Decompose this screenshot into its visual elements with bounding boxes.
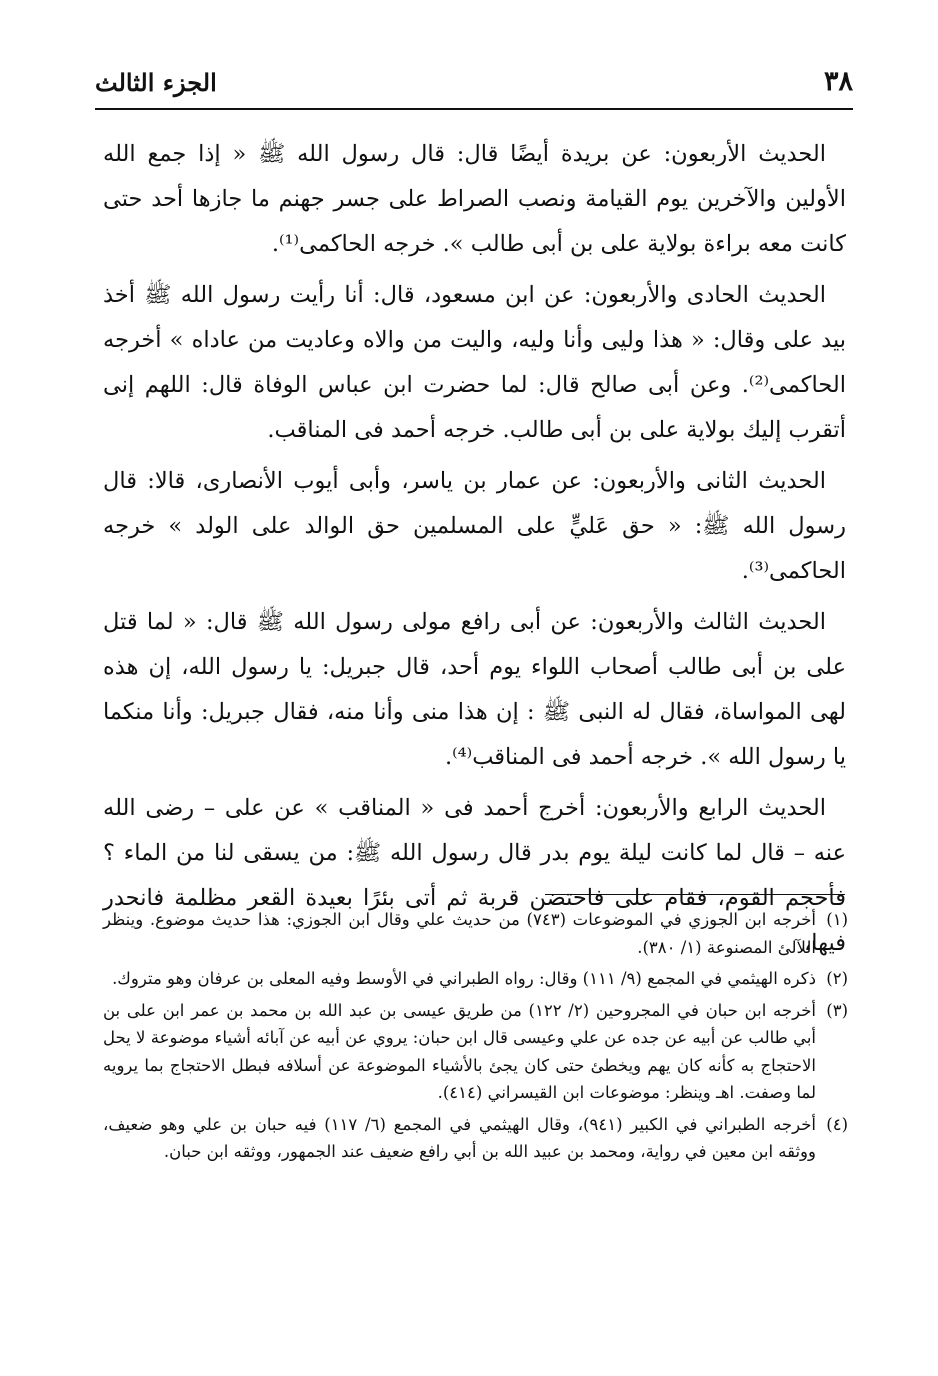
hadith-paragraph-40: الحديث الأربعون: عن بريدة أيضًا قال: قال رسول الله ﷺ « إذا جمع الله الأولين والآخرين يوم القيامة ونصب الصراط على جسر جهنم ما جازها أحد حتى كانت معه براءة بولاية على بن أبى طالب ». خرجه الحاكمى⁽¹⁾. [103,141,846,257]
hadith-paragraph-44: الحديث الرابع والأربعون: أخرج أحمد فى « المناقب » عن على – رضى الله عنه – قال لما كانت ليلة يوم بدر قال رسول الله ﷺ: من يسقى لنا من الماء ؟ فأحجم القوم، فقام على فاحتضن قربة ثم أتى بئرًا بعيدة القعر مظلمة فانحدر فيها، [103,795,846,956]
page-header [95,62,853,106]
footnote-text: أخرجه ابن حبان في المجروحين (٢/ ١٢٢) من طريق عيسى بن عبد الله بن محمد بن عمر ابن على بن أبي طالب عن أبيه عن جده عن علي وعيسى قال ابن حبان: يروي عن أبيه عن آبائه أشياء موضوعة لا يحل الاحتجاج به كأنه كان يهم ويخطئ حتى كان يجئ بالأشياء الموضوعة عن أسلافه فبطل الاحتجاج بما يرويه لما وصفت. اهـ وينظر: موضوعات ابن القيسراني (٤١٤). [103,1000,816,1102]
footnote-text: أخرجه الطبراني في الكبير (٩٤١)، وقال الهيثمي في المجمع (٦/ ١١٧) فيه حبان بن علي وهو ضعيف، ووثقه ابن معين في رواية، ومحمد بن عبيد الله بن أبي رافع ضعيف عند الجمهور، ووثقه ابن حبان. [103,1114,816,1161]
footnote-item [103,965,848,993]
hadith-paragraph-43: الحديث الثالث والأربعون: عن أبى رافع مولى رسول الله ﷺ قال: « لما قتل على بن أبى طالب أصحاب اللواء يوم أحد، قال جبريل: يا رسول الله، إن هذه لهى المواساة، فقال له النبى ﷺ : إن هذا منى وأنا منه، فقال جبريل: وأنا منكما يا رسول الله ». خرجه أحمد فى المناقب⁽⁴⁾. [103,609,846,770]
footnote-item [103,906,848,961]
footnote-divider [545,894,845,895]
hadith-paragraph-42: الحديث الثانى والأربعون: عن عمار بن ياسر، وأبى أيوب الأنصارى، قالا: قال رسول الله ﷺ: « حق عَليٍّ على المسلمين حق الوالد على الولد » خرجه الحاكمى⁽³⁾. [103,468,846,584]
footnotes [103,906,848,1170]
main-text [103,132,846,972]
page-number: ٣٨ [823,66,853,97]
footnote-number: (١) [826,910,848,929]
footnote-item [103,997,848,1107]
header-divider [95,108,853,110]
footnote-text: ذكره الهيثمي في المجمع (٩/ ١١١) وقال: رواه الطبراني في الأوسط وفيه المعلى بن عرفان وهو متروك. [112,969,816,988]
footnote-text: أخرجه ابن الجوزي في الموضوعات (٧٤٣) من حديث علي وقال ابن الجوزي: هذا حديث موضوع. وينظر اللآلئ المصنوعة (١/ ٣٨٠). [103,910,816,957]
footnote-item [103,1111,848,1166]
footnote-number: (٤) [826,1114,848,1134]
footnote-number: (٢) [826,969,848,988]
running-title: الجزء الثالث [95,68,217,97]
hadith-paragraph-41: الحديث الحادى والأربعون: عن ابن مسعود، قال: أنا رأيت رسول الله ﷺ أخذ بيد على وقال: « هذا وليى وأنا وليه، واليت من والاه وعاديت من عاداه » أخرجه الحاكمى⁽²⁾. وعن أبى صالح قال: لما حضرت ابن عباس الوفاة قال: اللهم إنى أتقرب إليك بولاية على بن أبى طالب. خرجه أحمد فى المناقب. [103,282,846,443]
footnote-number: (٣) [826,1000,848,1020]
